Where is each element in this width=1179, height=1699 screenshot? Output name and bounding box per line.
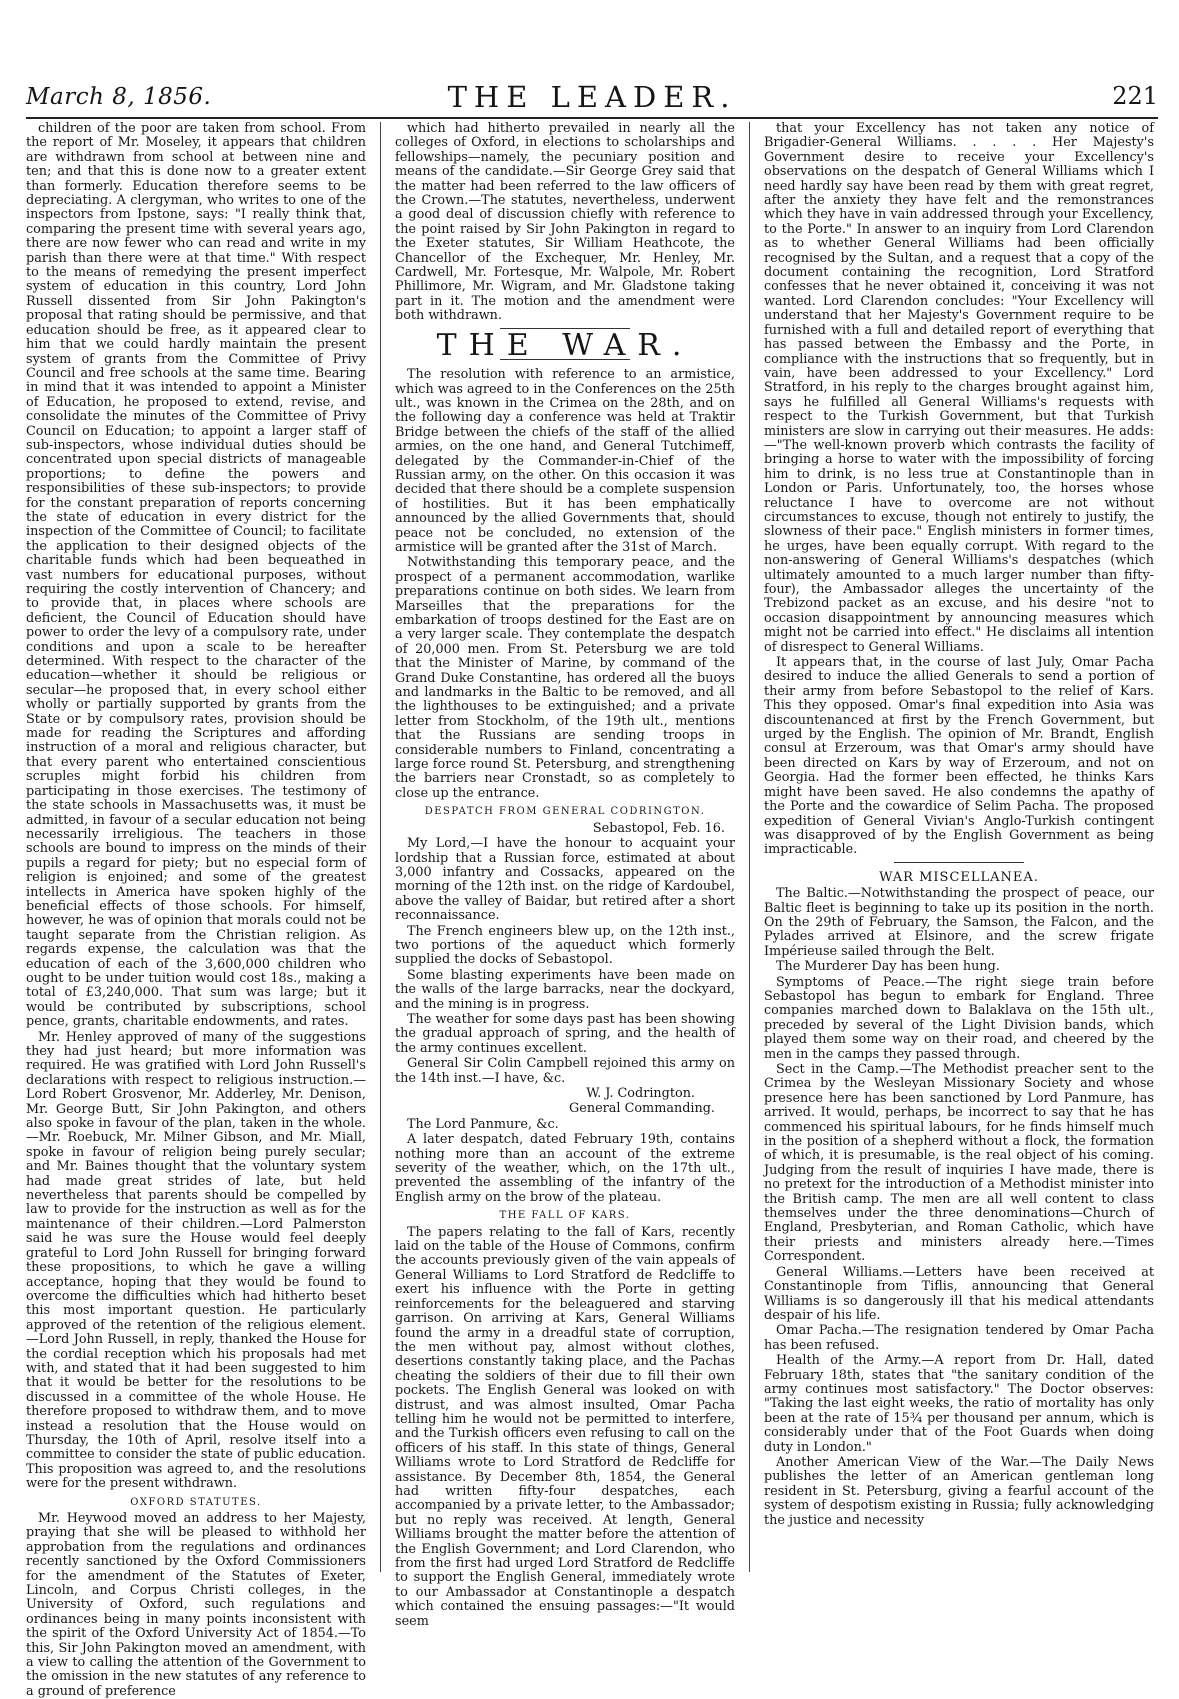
signature-title: General Commanding.: [569, 1101, 715, 1117]
paragraph: My Lord,—I have the honour to acquaint your lordship that a Russian force, estimated at about 3,000 infantry and Cossacks, appeared on the morning of the 12th inst. on the ridge of Kardoubel, above the valley of Baidar, but retired after a short reconnaissance.: [395, 836, 735, 924]
paragraph: The weather for some days past has been showing the gradual approach of spring, and the health of the army continues excellent.: [395, 1011, 735, 1056]
paragraph: The French engineers blew up, on the 12th inst., two portions of the aqueduct which formerly supplied the docks of Sebastopol.: [395, 923, 735, 968]
paragraph: Mr. Henley approved of many of the suggestions they had just heard; but more information was required. He was gratified with Lord John Russell's declarations with respect to religious instruction.—Lord Robert Grosvenor, Mr. Adderley, Mr. Denison, Mr. George Butt, Sir John Pakington, and others also spoke in favour of the plan, taken in the whole.—Mr. Roebuck, Mr. Milner Gibson, and Mr. Miall, spoke in favour of religion being purely secular; and Mr. Baines thought that the voluntary system had made great strides of late, but held nevertheless that parents should be compelled by law to provide for the instruction as well as for the maintenance of their children.—Lord Palmerston said he was sure the House would feel deeply grateful to Lord John Russell for bringing forward these propositions, to which he gave a willing acceptance, hoping that they would be found to overcome the difficulties which had hitherto beset this most important question. He particularly approved of the retention of the religious element.—Lord John Russell, in reply, thanked the House for the cordial reception which his proposals had met with, and stated that it had been suggested to him that it would be better for the resolutions to be discussed in a committee of the whole House. He therefore proposed to withdraw them, and to move instead a resolution that the House would on Thursday, the 10th of April, resolve itself into a committee to consider the state of public education. This proposition was agreed to, and the resolutions were for the present withdrawn.: [26, 1029, 366, 1492]
signature: W. J. Codrington.: [586, 1086, 695, 1101]
addressee: The Lord Panmure, &c.: [407, 1116, 559, 1132]
column-1: [26, 121, 366, 1699]
column-divider: [749, 122, 750, 1572]
paragraph: It appears that, in the course of last July, Omar Pacha desired to induce the allied Generals to send a portion of their army from before Sebastopol to the relief of Kars. This they opposed. Omar's final expedition into Asia was discountenanced at first by the French Government, but urged by the English. The opinion of Mr. Brandt, English consul at Erzeroum, was that Omar's army should have been directed on Kars by way of Erzeroum, and not on Georgia. Had the former been effected, he thinks Kars might have been saved. He also condemns the apathy of the Porte and the cowardice of Selim Pacha. The proposed expedition of General Vivian's Anglo-Turkish contingent was disapproved of by the English Government as being impracticable.: [764, 655, 1154, 858]
column-divider: [380, 122, 381, 1572]
section-heading: THE WAR.: [436, 327, 694, 363]
section-heading: WAR MISCELLANEA.: [879, 869, 1039, 885]
paragraph: The resolution with reference to an armistice, which was agreed to in the Conferences on the 25th ult., was known in the Crimea on the 28th, and on the following day a conference was held at Traktir Bridge between the chiefs of the staff of the allied armies, on the one hand, and General Tutchimeff, delegated by the Commander-in-Chief of the Russian army, on the other. On this occasion it was decided that there should be a complete suspension of hostilities. But it has been emphatically announced by the allied Governments that, should peace not be concluded, no extension of the armistice will be granted after the 31st of March.: [395, 367, 735, 555]
masthead-title: THE LEADER.: [447, 80, 737, 114]
section-rule: [894, 862, 1024, 863]
paragraph: The Baltic.—Notwithstanding the prospect of peace, our Baltic fleet is beginning to take up its position in the north. On the 29th of February, the Samson, the Falcon, and the Pylades arrived at Elsinore, and the screw frigate Impérieuse sailed through the Belt.: [764, 886, 1154, 959]
paragraph: children of the poor are taken from school. From the report of Mr. Moseley, it appears that children are withdrawn from school at between nine and ten; and that this is done now to a greater extent than formerly. Education therefore seems to be depreciating. A clergyman, who writes to one of the inspectors from Ipstone, says: "I really think that, comparing the present time with several years ago, there are now fewer who can read and write in my parish than there were at that time." With respect to the means of remedying the present imperfect system of education in this country, Lord John Russell dissented from Sir John Pakington's proposal that rating should be permissive, and that education should be free, as it appeared clear to him that we could hardly maintain the present system of grants from the Committee of Privy Council and free schools at the same time. Bearing in mind that it was intended to appoint a Minister of Education, he proposed to extend, revise, and consolidate the minutes of the Committee of Privy Council on Education; to appoint a larger staff of sub-inspectors, whose individual duties should be concentrated upon special districts of manageable proportions; to define the powers and responsibilities of these sub-inspectors; to provide for the constant preparation of reports concerning the state of education in every district for the inspection of the Committee of Council; to facilitate the application to their designed objects of the charitable funds which had been bequeathed in vast numbers for educational purposes, without requiring the costly intervention of Chancery; and to provide that, in places where schools are deficient, the Council of Education should have power to order the levy of a compulsory rate, under conditions and upon a scale to be hereafter determined. With respect to the character of the education—whether it should be religious or secular—he proposed that, in every school either wholly or partially supported by grants from the State or by compulsory rates, provision should be made for reading the Scriptures and affording instruction of a moral and religious character, but that every parent who entertained conscientious scruples might forbid his children from participating in those exercises. The testimony of the state schools in Massachusetts was, it must be admitted, in favour of a secular education not being necessarily irreligious. The teachers in those schools are bound to impress on the minds of their pupils a regard for piety; but no especial form of religion is enjoined; and some of the greatest intellects in America have spoken highly of the beneficial effects of those schools. For himself, however, he was of opinion that morals could not be taught separate from the Christian religion. As regards expense, the calculation was that the education of each of the 3,600,000 children who ought to be under tuition would cost 18s., making a total of £3,240,000. That sum was large; but it would be contributed by subscriptions, school pence, grants, charitable endowments, and rates.: [26, 121, 366, 1030]
paragraph: Another American View of the War.—The Daily News publishes the letter of an American gentleman long resident in St. Petersburg, giving a fearful account of the system of despotism existing in Russia; fully acknowledging the justice and necessity: [764, 1454, 1154, 1528]
subheading: OXFORD STATUTES.: [130, 1496, 262, 1508]
issue-date: March 8, 1856.: [26, 84, 212, 110]
paragraph: General Williams.—Letters have been received at Constantinople from Tiflis, announcing that General Williams is so dangerously ill that his medical attendants despair of his life.: [764, 1264, 1154, 1323]
subheading: DESPATCH FROM GENERAL CODRINGTON.: [424, 806, 706, 818]
paragraph: The papers relating to the fall of Kars, recently laid on the table of the House of Commons, confirm the accounts previously given of the vain appeals of General Williams to Lord Stratford de Redcliffe to exert his influence with the Porte in getting reinforcements for the beleaguered and starving garrison. On arriving at Kars, General Williams found the army in a dreadful state of corruption, the men without pay, almost without clothes, desertions constantly taking place, and the Pachas cheating the soldiers of their due to fill their own pockets. The English General was looked on with distrust, and was almost insulted, Omar Pacha telling him he would not be permitted to interfere, and the Turkish officers even refusing to call on the officers of his staff. In this state of things, General Williams wrote to Lord Stratford de Redcliffe for assistance. By December 8th, 1854, the General had written fifty-four despatches, each accompanied by a private letter, to the Ambassador; but no reply was received. At length, General Williams brought the matter before the attention of the English Government; and Lord Clarendon, who from the first had urged Lord Stratford de Redcliffe to support the English General, immediately wrote to our Ambassador at Constantinople a despatch which contained the ensuing passages:—"It would seem: [395, 1224, 735, 1629]
paragraph: Notwithstanding this temporary peace, and the prospect of a permanent accommodation, warlike preparations continue on both sides. We learn from Marseilles that the preparations for the embarkation of troops destined for the East are on a very larger scale. They contemplate the despatch of 20,000 men. From St. Petersburg we are told that the Minister of Marine, by command of the Grand Duke Constantine, has ordered all the buoys and landmarks in the Baltic to be removed, and all the lighthouses to be extinguished; and a private letter from Stockholm, of the 19th ult., mentions that the Russians are sending troops in considerable numbers to Finland, concentrating a large force round St. Petersburg, and strengthening the barriers near Cronstadt, so as completely to close up the entrance.: [395, 555, 735, 801]
paragraph: Omar Pacha.—The resignation tendered by Omar Pacha has been refused.: [764, 1323, 1154, 1353]
page-header: [26, 70, 1158, 114]
column-2: [395, 121, 735, 1629]
paragraph: General Sir Colin Campbell rejoined this army on the 14th inst.—I have, &c.: [395, 1056, 735, 1086]
paragraph: which had hitherto prevailed in nearly all the colleges of Oxford, in elections to scholarships and fellowships—namely, the pecuniary position and means of the candidate.—Sir George Grey said that the matter had been referred to the law officers of the Crown.—The statutes, nevertheless, underwent a good deal of discussion chiefly with reference to the point raised by Sir John Pakington in regard to the Exeter statutes, Sir William Heathcote, the Chancellor of the Exchequer, Mr. Henley, Mr. Cardwell, Mr. Fortesque, Mr. Walpole, Mr. Robert Phillimore, Mr. Wigram, and Mr. Gladstone taking part in it. The motion and the amendment were both withdrawn.: [395, 121, 735, 324]
paragraph: The Murderer Day has been hung.: [776, 959, 1000, 975]
paragraph: that your Excellency has not taken any notice of Brigadier-General Williams. . . . . Her Majesty's Government desire to receive your Excellency's observations on the despatch of General Williams which I need hardly say have been read by them with great regret, after the anxiety they have felt and the remonstrances which they have in vain addressed through your Excellency, to the Porte." In answer to an inquiry from Lord Clarendon as to whether General Williams had been officially recognised by the Sultan, and a request that a copy of the document containing the recognition, Lord Stratford confesses that he never obtained it, conceiving it was not wanted. Lord Clarendon concludes: "Your Excellency will understand that her Majesty's Government require to be furnished with a full and detailed report of everything that has passed between the Embassy and the Porte, in compliance with the instructions that so frequently, but in vain, have been addressed to your Excellency." Lord Stratford, in his reply to the charges brought against him, says he fulfilled all General Williams's requests with respect to the Turkish Government, but that Turkish ministers are slow in carrying out their measures. He adds:—"The well-known proverb which contrasts the facility of bringing a horse to water with the impossibility of forcing him to drink, is no less true at Constantinople than in London or Paris. Unfortunately, too, the horses whose reluctance I have to overcome are not without circumstances to excuse, though not entirely to justify, the slowness of their pace." English ministers in former times, he urges, have been equally corrupt. With regard to the non-answering of General Williams's despatches (which ultimately amounted to a much larger number than fifty-four), the Ambassador alleges the uncertainty of the Trebizond packet as an excuse, and his desire "not to occasion disappointment by announcing measures which might not be carried into effect." He disclaims all intention of disrespect to General Williams.: [764, 121, 1154, 655]
paragraph: Sect in the Camp.—The Methodist preacher sent to the Crimea by the Wesleyan Missionary Society and whose presence here has been sanctioned by Lord Panmure, has arrived. It would, perhaps, be incorrect to say that he has commenced his spiritual labours, for he finds himself much in the position of a shepherd without a flock, the formation of which, it is presumable, is the real object of his coming. Judging from the result of inquiries I have made, there is no pretext for the introduction of a Methodist minister into the British camp. The men are all well content to class themselves under the three denominations—Church of England, Presbyterian, and Roman Catholic, which have their priests and ministers already here.—Times Correspondent.: [764, 1062, 1154, 1265]
header-rule: [26, 117, 1158, 119]
paragraph: A later despatch, dated February 19th, contains nothing more than an account of the extreme severity of the weather, which, on the 17th ult., prevented the assembling of the infantry of the English army on the brow of the plateau.: [395, 1132, 735, 1205]
column-3: [764, 122, 1154, 1572]
dateline: Sebastopol, Feb. 16.: [592, 820, 725, 836]
paragraph: Some blasting experiments have been made on the walls of the large barracks, near the dockyard, and the mining is in progress.: [395, 967, 735, 1012]
paragraph: Mr. Heywood moved an address to her Majesty, praying that she will be pleased to withhold her approbation from the regulations and ordinances recently sanctioned by the Oxford Commissioners for the amendment of the Statutes of Exeter, Lincoln, and Corpus Christi colleges, in the University of Oxford, such regulations and ordinances being in many points inconsistent with the spirit of the Oxford University Act of 1854.—To this, Sir John Pakington moved an amendment, with a view to calling the attention of the Government to the omission in the new statutes of any reference to a ground of preference: [26, 1511, 366, 1699]
paragraph: Health of the Army.—A report from Dr. Hall, dated February 18th, states that "the sanitary condition of the army continues most satisfactory." The Doctor observes: "Taking the last eight weeks, the ratio of mortality has only been at the rate of 15¾ per thousand per annum, which is considerably under that of the Foot Guards when doing duty in London.": [764, 1353, 1154, 1455]
page-number: 221: [1112, 82, 1158, 110]
paragraph: Symptoms of Peace.—The right siege train before Sebastopol has begun to embark for England. Three companies marched down to Balaklava on the 15th ult., preceded by several of the Light Division bands, which played them some way on their road, and cheered by the men in the camps they passed through.: [764, 974, 1154, 1062]
subheading: THE FALL OF KARS.: [499, 1210, 631, 1222]
